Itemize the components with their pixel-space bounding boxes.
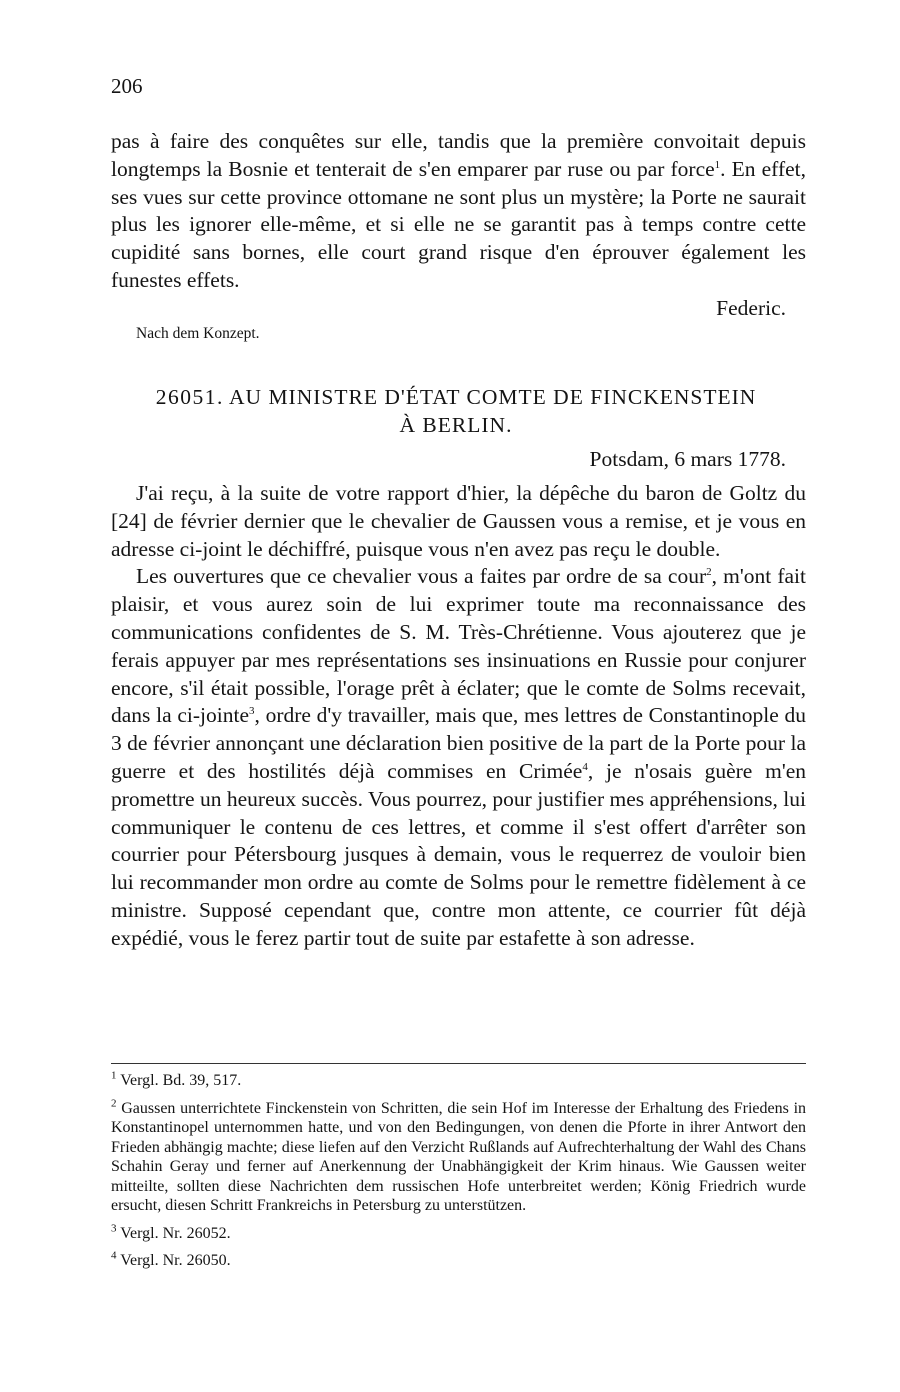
letter-paragraph [111, 563, 806, 952]
continuation-paragraph [111, 128, 806, 295]
dateline: Potsdam, 6 mars 1778. [589, 447, 786, 471]
continuation-text: pas à faire des conquêtes sur elle, tandis que la première convoitait depuis longtemps la Bosnie et tenterait de s'en emparer par ruse ou par force [111, 129, 806, 181]
paragraph-text: , ordre d'y travailler, mais que, mes lettres de Constantinople du 3 de février annonçant une déclaration bien positive de la part de la Porte pour la guerre et des hostilités déjà commises en Crimée [111, 703, 806, 783]
footnote [111, 1071, 806, 1091]
letter-paragraph: J'ai reçu, à la suite de votre rapport d'hier, la dépêche du baron de Goltz du [24] de février dernier que le chevalier de Gaussen vous a remise, et je vous en adresse ci-joint le déchiffré, puisque vous n'en avez pas reçu le double. [111, 481, 806, 561]
letter-heading-line2 [111, 411, 801, 439]
footnote-text: Vergl. Nr. 26050. [120, 1252, 231, 1269]
page-number: 206 [111, 74, 143, 98]
letter-number: 26051. [155, 385, 224, 409]
paragraph-text: Les ouvertures que ce chevalier vous a faites par ordre de sa cour [136, 564, 707, 589]
footnote-mark: 1 [111, 1069, 117, 1082]
footnote-mark: 3 [111, 1222, 117, 1235]
footnote [111, 1251, 806, 1271]
footnote-mark: 4 [111, 1249, 117, 1262]
signature: Federic. [716, 296, 786, 320]
paragraph-text: , m'ont fait plaisir, et vous aurez soin de lui exprimer toute ma reconnaissance des communications confidentes de S. M. Très-Chrétienne. Vous ajouterez que je ferais appuyer par mes représentations ses insinuations en Russie pour conjurer encore, s'il était possible, l'orage prêt à éclater; que le comte de Solms recevait, dans la ci-jointe [111, 564, 806, 728]
footnote-mark: 2 [111, 1097, 117, 1110]
footnote-ref: 2 [706, 566, 712, 579]
letter-addressee: AU MINISTRE D'ÉTAT COMTE DE FINCKENSTEIN [229, 385, 757, 409]
paragraph-text: , je n'osais guère m'en promettre un heureux succès. Vous pourrez, pour justifier mes appréhensions, lui communiquer le contenu de ces lettres, et comme il s'est offert d'arrêter son courrier pour Pétersbourg jusques à demain, vous le requerrez de vouloir bien lui recommander mon ordre au comte de Solms pour le remettre fidèlement à ce ministre. Supposé cependant que, contre mon attente, ce courrier fût déjà expédié, vous le ferez partir tout de suite par estafette à son adresse. [111, 758, 806, 950]
footnote-text: Gaussen unterrichtete Finckenstein von Schritten, die sein Hof im Interesse der Erhaltung des Friedens in Konstantinopel unternommen hatte, und von den Bedingungen, von denen die Pforte in ihrer Antwort den Frieden abhängig machte; diese liefen auf den Verzicht Rußlands auf Aufrechterhaltung der Wahl des Chans Schahin Geray und ferner auf Anerkennung der Unabhängigkeit der Krim hinaus. Wie Gaussen weiter mitteilte, sollten diese Nachrichten dem russischen Hofe unterbreitet werden; König Friedrich wurde ersucht, diesen Schritt Frankreichs in Petersburg zu unterstützen. [111, 1099, 807, 1214]
continuation-text: . En effet, ses vues sur cette province ottomane ne sont plus un mystère; la Porte ne saurait plus les ignorer elle-même, et si elle ne se garantit pas à temps contre cette cupidité sans bornes, elle court grand risque d'en éprouver également les funestes effets. [111, 156, 806, 292]
footnotes [111, 1071, 806, 1279]
letter-addressee-city: À BERLIN. [399, 413, 513, 437]
letter-heading [111, 383, 801, 411]
footnote-ref: 4 [582, 760, 588, 773]
footnote [111, 1224, 806, 1244]
footnote [111, 1099, 806, 1216]
footnote-ref: 3 [249, 705, 255, 718]
source-note: Nach dem Konzept. [136, 325, 260, 342]
footnote-ref: 1 [714, 158, 721, 171]
footnote-rule [111, 1063, 806, 1064]
letter-body [111, 480, 806, 953]
footnote-text: Vergl. Bd. 39, 517. [120, 1072, 242, 1089]
footnote-text: Vergl. Nr. 26052. [120, 1224, 231, 1242]
